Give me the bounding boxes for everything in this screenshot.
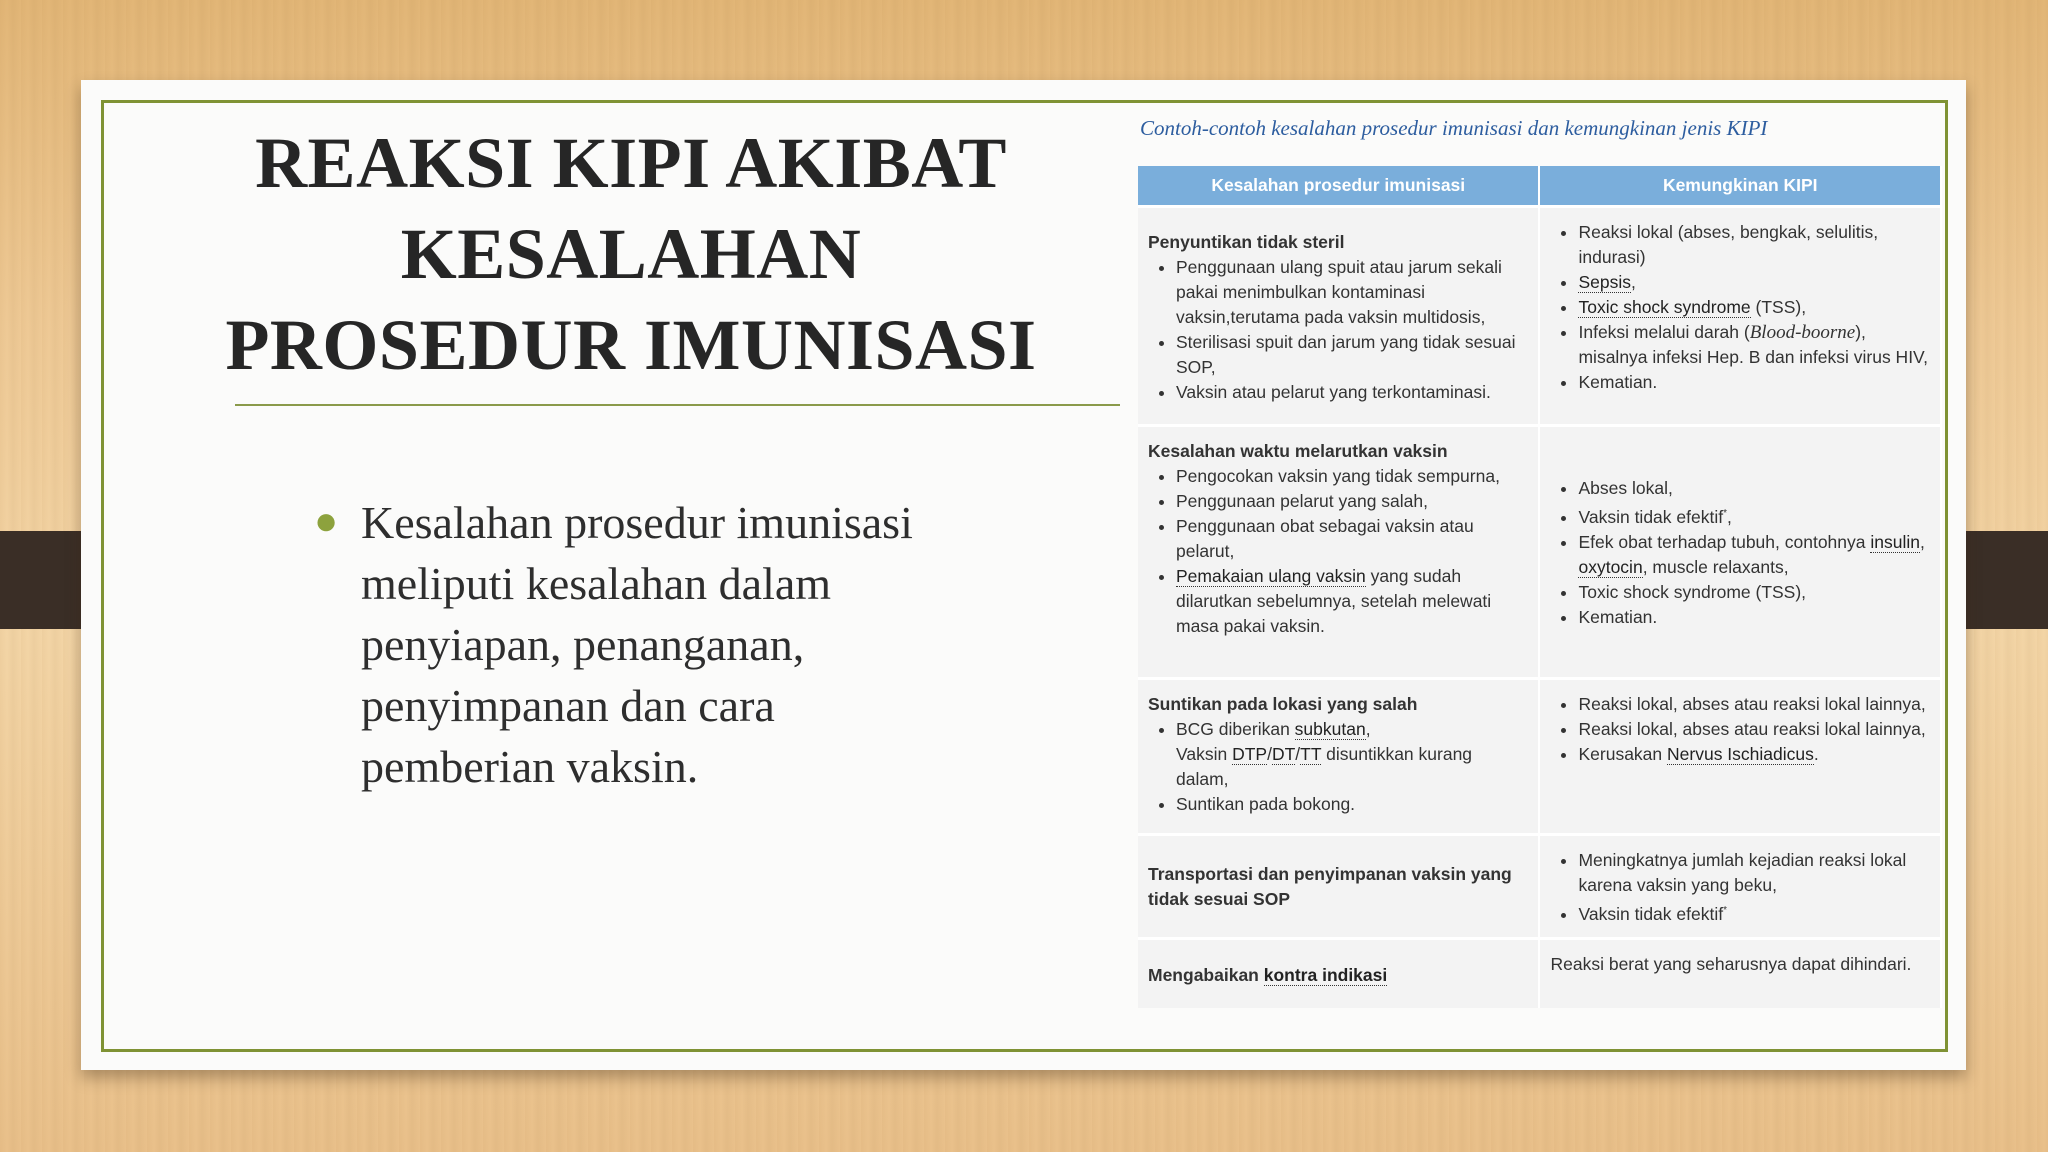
kipi-cell [1539, 207, 1941, 426]
list-text: , [1920, 531, 1925, 552]
list-item: • Reaksi lokal, abses atau reaksi lokal lainnya, [1578, 717, 1930, 742]
list-item: • Vaksin atau pelarut yang terkontaminasi. [1176, 380, 1528, 405]
list-item: • Reaksi lokal, abses atau reaksi lokal lainnya, [1578, 692, 1930, 717]
table-caption: Contoh-contoh kesalahan prosedur imunisasi dan kemungkinan jenis KIPI [1140, 116, 1768, 140]
table-row [1138, 207, 1941, 426]
list-text: disuntikkan kurang dalam, [1176, 744, 1473, 789]
table-panel [1118, 110, 1918, 146]
list-item: • Abses lokal, [1578, 476, 1930, 501]
footnote-mark: * [1723, 905, 1727, 916]
list-item [1176, 717, 1528, 792]
table-row [1138, 938, 1941, 1008]
tss-link[interactable]: Toxic shock syndrome [1578, 297, 1751, 317]
kipi-list [1550, 848, 1930, 927]
error-list [1148, 717, 1528, 817]
table-row [1138, 835, 1941, 939]
list-item [1578, 742, 1930, 767]
list-text: yang sudah dilarutkan sebelumnya, setelah melewati masa pakai vaksin. [1176, 566, 1492, 636]
table-row [1138, 679, 1941, 835]
kipi-list [1550, 692, 1930, 767]
error-cell [1138, 679, 1539, 835]
list-item [1176, 564, 1528, 639]
list-item [1578, 320, 1930, 370]
list-text: Efek obat terhadap tubuh, contohnya [1578, 531, 1871, 552]
list-item: • Toxic shock syndrome (TSS), [1578, 580, 1930, 605]
list-item: • Meningkatnya jumlah kejadian reaksi lokal karena vaksin yang beku, [1578, 848, 1930, 898]
list-item: • Suntikan pada bokong. [1176, 792, 1528, 817]
table-header-row [1138, 166, 1941, 207]
error-cell [1138, 835, 1539, 939]
list-text: , [1631, 272, 1636, 292]
list-text: / [1295, 744, 1301, 764]
error-cell [1138, 938, 1539, 1008]
kipi-cell [1539, 835, 1941, 939]
kipi-table [1138, 166, 1942, 1008]
row-title: Suntikan pada lokasi yang salah [1148, 694, 1418, 714]
kontra-indikasi-link[interactable]: kontra indikasi [1263, 964, 1388, 985]
list-item: • Pengocokan vaksin yang tidak sempurna, [1176, 464, 1528, 489]
list-item: • Kematian. [1578, 605, 1930, 630]
error-cell [1138, 207, 1539, 426]
list-text: BCG diberikan [1176, 719, 1295, 739]
kipi-list [1550, 476, 1930, 630]
list-item: • Reaksi lokal (abses, bengkak, selulitis, indurasi) [1578, 220, 1930, 270]
list-item: • Penggunaan obat sebagai vaksin atau pelarut, [1176, 514, 1528, 564]
row-title: Transportasi dan penyimpanan vaksin yang tidak sesuai SOP [1148, 864, 1512, 910]
list-text: Vaksin tidak efektif [1578, 506, 1724, 527]
list-item: • Kematian. [1578, 370, 1930, 395]
dt-link[interactable]: DT [1271, 744, 1296, 764]
list-text: . [1813, 744, 1819, 764]
list-item [1578, 270, 1930, 295]
slide [81, 80, 1966, 1070]
bullet-icon: ● [314, 498, 339, 543]
list-text: (TSS), [1750, 297, 1807, 317]
list-text: , [1727, 506, 1732, 527]
list-item: • Sterilisasi spuit dan jarum yang tidak sesuai SOP, [1176, 330, 1528, 380]
reuse-vaccine-link[interactable]: Pemakaian ulang vaksin [1176, 566, 1366, 586]
kipi-cell [1539, 679, 1941, 835]
row-title: Penyuntikan tidak steril [1148, 232, 1345, 252]
list-text: Kerusakan [1578, 744, 1668, 764]
kipi-list [1550, 220, 1930, 395]
error-cell [1138, 426, 1539, 679]
list-item: • Penggunaan pelarut yang salah, [1176, 489, 1528, 514]
list-text: / [1267, 744, 1272, 764]
kipi-cell [1539, 426, 1941, 679]
list-item: • Penggunaan ulang spuit atau jarum sekali pakai menimbulkan kontaminasi vaksin,terutama pada vaksin multidosis, [1176, 255, 1528, 330]
list-text: ), misalnya infeksi Hep. B dan infeksi virus HIV, [1578, 322, 1928, 367]
slide-title: REAKSI KIPI AKIBAT KESALAHAN PROSEDUR IMUNISASI [225, 123, 1037, 385]
list-item [1578, 898, 1930, 927]
dtp-link[interactable]: DTP [1232, 744, 1268, 764]
subkutan-link[interactable]: subkutan [1294, 719, 1366, 739]
list-text: , muscle relaxants, [1642, 556, 1789, 577]
list-text: Vaksin tidak efektif [1578, 903, 1724, 924]
nervus-ischiadicus-link[interactable]: Nervus Ischiadicus [1667, 744, 1814, 764]
title-divider [235, 404, 1120, 406]
list-item [1578, 530, 1930, 580]
list-item [1578, 295, 1930, 320]
sepsis-link[interactable]: Sepsis [1578, 272, 1632, 292]
insulin-link[interactable]: insulin [1870, 531, 1920, 552]
oxytocin-link[interactable]: oxytocin [1578, 556, 1643, 577]
row-title: Kesalahan waktu melarutkan vaksin [1148, 441, 1448, 461]
error-list [1148, 464, 1528, 639]
italic-term: Blood-boorne [1749, 322, 1856, 343]
footnote-mark: * [1723, 508, 1727, 520]
list-text: , [1365, 719, 1371, 739]
header-kipi: Kemungkinan KIPI [1539, 166, 1941, 207]
table-row [1138, 426, 1941, 679]
bullet-text: Kesalahan prosedur imunisasi meliputi kesalahan dalam penyiapan, penanganan, penyimpanan dan cara pemberian vaksin. [361, 497, 913, 792]
kipi-cell: Reaksi berat yang seharusnya dapat dihindari. [1539, 938, 1941, 1008]
list-item [1578, 501, 1930, 530]
header-error: Kesalahan prosedur imunisasi [1138, 166, 1539, 207]
row-title: Mengabaikan [1148, 964, 1264, 985]
tt-link[interactable]: TT [1300, 744, 1322, 764]
error-list [1148, 255, 1528, 405]
list-text: Vaksin [1176, 744, 1233, 764]
list-text: Infeksi melalui darah ( [1578, 322, 1750, 342]
